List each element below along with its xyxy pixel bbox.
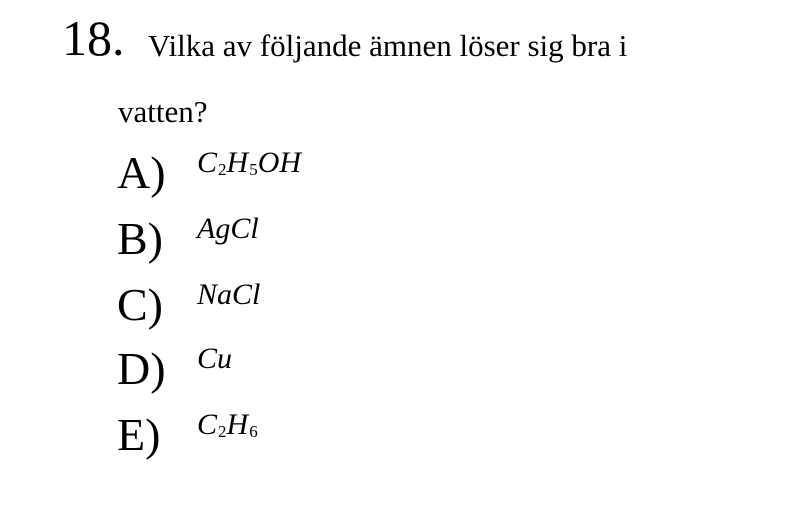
formula-subscript: 2 — [218, 160, 227, 179]
option-formula — [197, 278, 260, 312]
formula-text: H — [226, 146, 249, 179]
formula-subscript: 5 — [249, 160, 258, 179]
formula-text: C — [197, 146, 218, 179]
formula-subscript: 2 — [218, 422, 227, 441]
formula-text: C — [197, 408, 218, 441]
option-formula — [197, 408, 258, 446]
option-letter: E) — [117, 409, 161, 460]
formula-text: NaCl — [197, 278, 261, 311]
option-formula — [197, 342, 232, 376]
question-text-line1: Vilka av följande ämnen löser sig bra i — [148, 28, 628, 63]
option-letter: A) — [117, 147, 166, 198]
option-formula — [197, 212, 259, 246]
formula-text: OH — [257, 146, 302, 179]
option-letter: D) — [117, 343, 166, 394]
option-letter: B) — [117, 213, 163, 264]
option-letter: C) — [117, 279, 163, 330]
formula-text: H — [226, 408, 249, 441]
formula-subscript: 6 — [249, 422, 258, 441]
question-text-line2: vatten? — [118, 94, 208, 129]
question-number: 18. — [62, 10, 125, 66]
formula-text: AgCl — [197, 212, 259, 245]
formula-text: Cu — [197, 342, 233, 375]
option-formula — [197, 146, 301, 184]
